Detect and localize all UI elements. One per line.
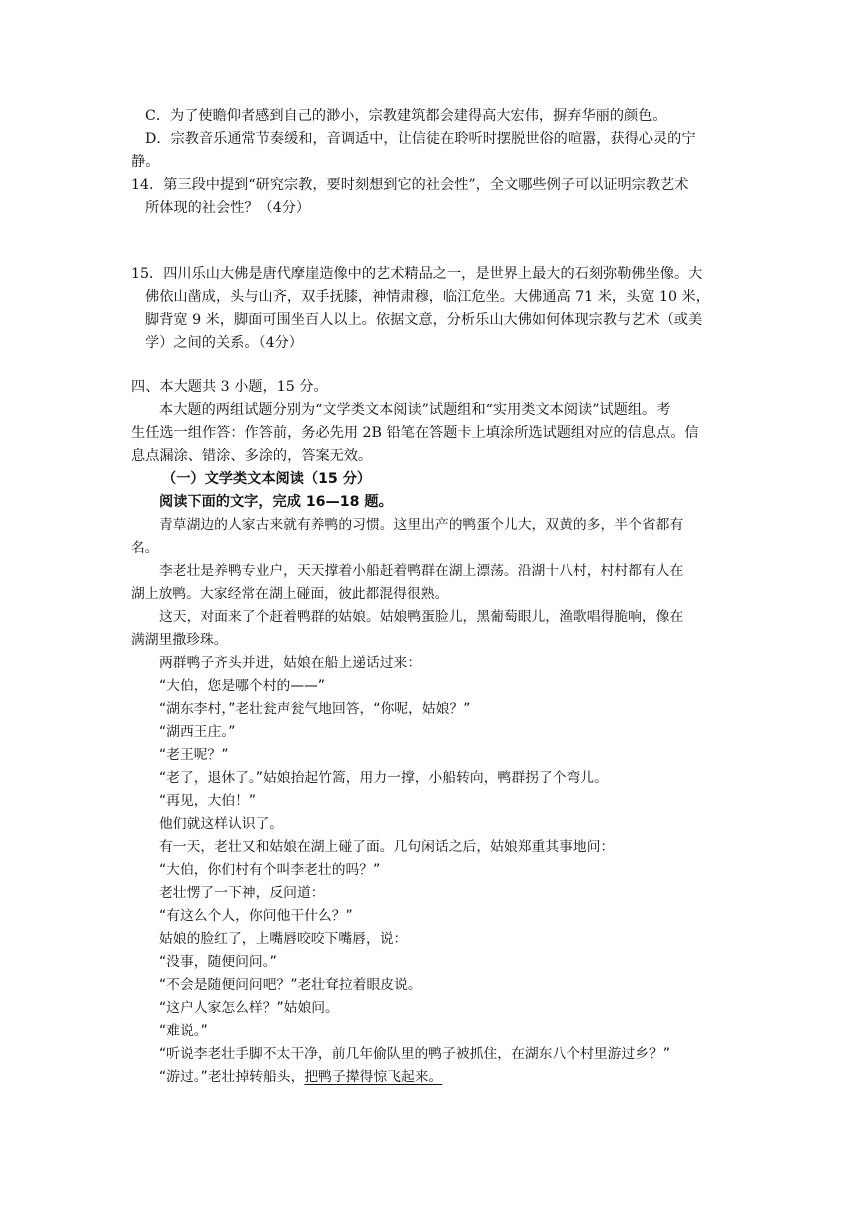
section-4-heading: 四、本大题共 3 小题，15 分。 — [131, 379, 328, 395]
story-line: “老王呢？” — [159, 747, 229, 763]
story-line: “难说。” — [159, 1023, 208, 1039]
section-4-intro-line-3: 息点漏涂、错涂、多涂的，答案无效。 — [131, 448, 373, 464]
story-line: “不会是随便问问吧？”老壮耷拉着眼皮说。 — [159, 977, 422, 993]
section-4-intro-line-2: 生任选一组作答：作答前，务必先用 2B 铅笔在答题卡上填涂所选试题组对应的信息点。信 — [131, 425, 699, 441]
story-line: “大伯，您是哪个村的——” — [159, 678, 326, 694]
story-line: “有这么个人，你问他干什么？” — [159, 908, 353, 924]
story-paragraph-cont: 满湖里撒珍珠。 — [131, 632, 228, 648]
story-line: “老了，退休了。”姑娘抬起竹篙，用力一撑，小船转向，鸭群拐了个弯儿。 — [159, 770, 608, 786]
section-4-intro: 本大题的两组试题分别为“文学类文本阅读”试题组和“实用类文本阅读”试题组。考 — [159, 402, 671, 418]
literary-reading-title: （一）文学类文本阅读（15 分） — [162, 471, 372, 487]
question-15-line-3: 脚背宽 9 米，脚面可围坐百人以上。依据文意，分析乐山大佛如何体现宗教与艺术（或美 — [145, 312, 703, 328]
reading-instruction: 阅读下面的文字，完成 16—18 题。 — [159, 494, 393, 510]
story-line: “湖西王庄。” — [159, 724, 236, 740]
story-paragraph-cont: 名。 — [131, 540, 159, 556]
story-line — [159, 1067, 442, 1087]
story-line: “大伯，你们村有个叫李老壮的吗？” — [159, 862, 381, 878]
question-13-option-c: C．为了使瞻仰者感到自己的渺小，宗教建筑都会建得高大宏伟，摒弃华丽的颜色。 — [145, 108, 667, 124]
story-line: “没事，随便问问。” — [159, 954, 277, 970]
question-15-line-2: 佛依山凿成，头与山齐，双手抚膝，神情肃穆，临江危坐。大佛通高 71 米，头宽 10 米， — [145, 289, 710, 305]
question-15: 15．四川乐山大佛是唐代摩崖造像中的艺术精品之一，是世界上最大的石刻弥勒佛坐像。大 — [131, 266, 703, 282]
story-paragraph-cont: 湖上放鸭。大家经常在湖上碰面，彼此都混得很熟。 — [131, 586, 449, 602]
question-13-option-d-cont: 静。 — [131, 154, 160, 170]
underlined-phrase: 把鸭子撵得惊飞起来。 — [304, 1069, 443, 1085]
story-paragraph: 青草湖边的人家古来就有养鸭的习惯。这里出产的鸭蛋个儿大，双黄的多，半个省都有 — [159, 517, 684, 533]
question-13-option-d: D．宗教音乐通常节奏缓和，音调适中，让信徒在聆听时摆脱世俗的喧嚣，获得心灵的宁 — [145, 131, 696, 147]
question-15-line-4: 学）之间的关系。（4分） — [145, 335, 303, 351]
question-14-cont: 所体现的社会性？（4分） — [145, 200, 311, 216]
story-line: 有一天，老壮又和姑娘在湖上碰了面。几句闲话之后，姑娘郑重其事地问： — [159, 839, 615, 855]
story-paragraph: 这天，对面来了个赶着鸭群的姑娘。姑娘鸭蛋脸儿，黑葡萄眼儿，渔歌唱得脆响，像在 — [159, 609, 684, 625]
story-line: “再见，大伯！” — [159, 793, 257, 809]
story-line-text: “游过。”老壮掉转船头， — [159, 1069, 305, 1085]
story-line: 两群鸭子齐头并进，姑娘在船上递话过来： — [159, 655, 422, 671]
story-line: 他们就这样认识了。 — [159, 816, 284, 832]
story-line: 老壮愣了一下神，反问道： — [159, 885, 325, 901]
story-line: 姑娘的脸红了，上嘴唇咬咬下嘴唇，说： — [159, 931, 408, 947]
question-14: 14．第三段中提到“研究宗教，要时刻想到它的社会性”，全文哪些例子可以证明宗教艺术 — [131, 177, 689, 193]
story-line: “湖东李村，”老壮瓮声瓮气地回答，“你呢，姑娘？” — [159, 701, 471, 717]
story-line: “这户人家怎么样？”姑娘问。 — [159, 1000, 339, 1016]
story-line: “听说李老壮手脚不太干净，前几年偷队里的鸭子被抓住，在湖东八个村里游过乡？” — [159, 1046, 670, 1062]
story-paragraph: 李老壮是养鸭专业户，天天撑着小船赶着鸭群在湖上漂荡。沿湖十八村，村村都有人在 — [159, 563, 684, 579]
